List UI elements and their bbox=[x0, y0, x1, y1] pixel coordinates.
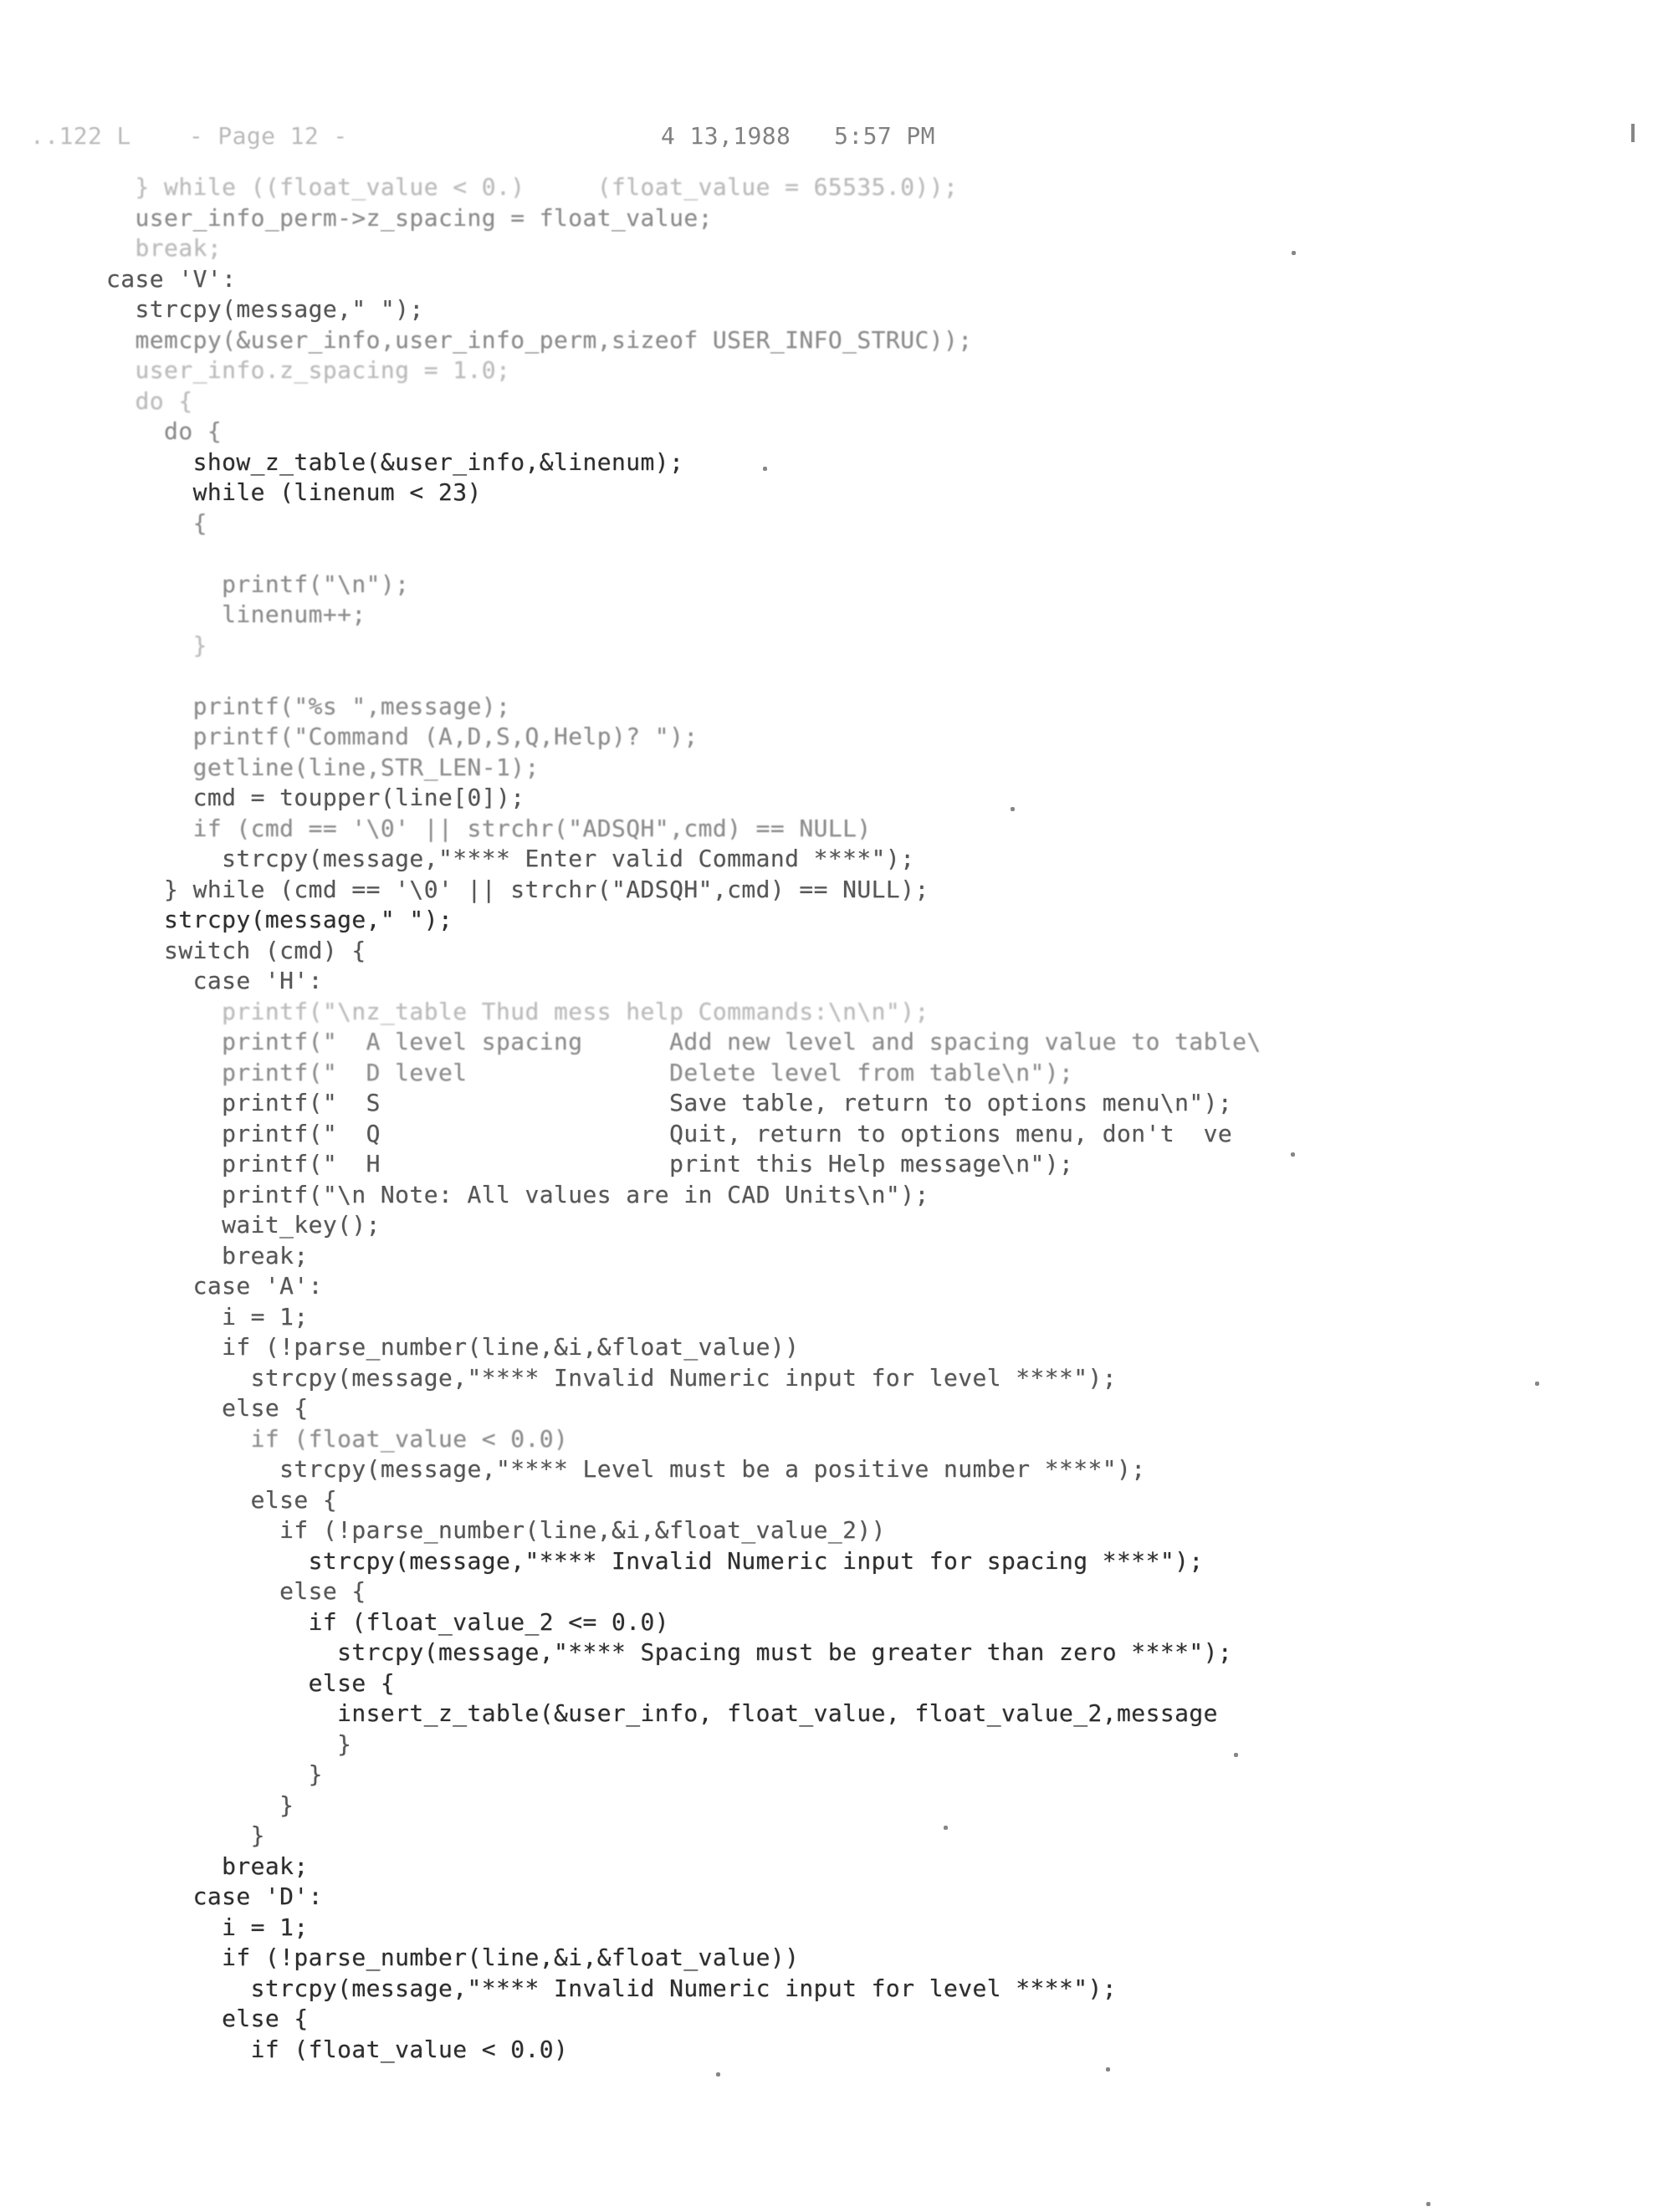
code-line: if (cmd == '\0' || strchr("ADSQH",cmd) == NULL) bbox=[49, 814, 872, 842]
scan-speck bbox=[1631, 124, 1635, 142]
code-line: { bbox=[49, 508, 207, 537]
scan-speck bbox=[1234, 1753, 1238, 1757]
code-line: strcpy(message,"**** Invalid Numeric input for spacing ****"); bbox=[49, 1546, 1204, 1575]
code-line: else { bbox=[49, 1668, 396, 1697]
header-file-and-page: ..122 L - Page 12 - bbox=[30, 122, 348, 150]
code-line: show_z_table(&user_info,&linenum); bbox=[49, 447, 684, 476]
code-line: user_info.z_spacing = 1.0; bbox=[49, 356, 511, 384]
code-line: if (!parse_number(line,&i,&float_value)) bbox=[49, 1333, 800, 1361]
code-line: i = 1; bbox=[49, 1913, 309, 1941]
scan-speck bbox=[1535, 1382, 1539, 1386]
code-line: switch (cmd) { bbox=[49, 936, 366, 964]
scan-speck bbox=[1011, 807, 1015, 811]
code-line: memcpy(&user_info,user_info_perm,sizeof USER_INFO_STRUC)); bbox=[49, 325, 973, 354]
code-line: strcpy(message,"**** Level must be a positive number ****"); bbox=[49, 1455, 1146, 1483]
code-line: if (!parse_number(line,&i,&float_value)) bbox=[49, 1944, 800, 1971]
code-line: } bbox=[49, 1821, 265, 1849]
code-line: break; bbox=[49, 1852, 309, 1880]
code-line: user_info_perm->z_spacing = float_value; bbox=[49, 203, 713, 232]
code-listing bbox=[49, 172, 1261, 2065]
code-line: else { bbox=[49, 1577, 366, 1605]
code-line: break; bbox=[49, 1241, 309, 1269]
code-line: } bbox=[49, 1760, 323, 1788]
code-line: } bbox=[49, 1791, 294, 1819]
code-line: do { bbox=[49, 386, 193, 415]
code-line: do { bbox=[49, 417, 223, 445]
code-line: printf(" Q Quit, return to options menu, don't ve bbox=[49, 1119, 1233, 1147]
code-line: while (linenum < 23) bbox=[49, 478, 482, 506]
code-line: strcpy(message," "); bbox=[49, 295, 424, 323]
code-line: strcpy(message,"**** Enter valid Command ****"); bbox=[49, 845, 915, 872]
code-line: insert_z_table(&user_info, float_value, float_value_2,message bbox=[49, 1699, 1218, 1727]
code-line: case 'V': bbox=[49, 264, 237, 293]
code-line: printf(" H print this Help message\n"); bbox=[49, 1150, 1074, 1178]
code-line: cmd = toupper(line[0]); bbox=[49, 784, 525, 811]
code-line bbox=[49, 661, 1261, 692]
code-line: wait_key(); bbox=[49, 1211, 381, 1239]
page-header bbox=[0, 122, 1658, 156]
code-line: printf("Command (A,D,S,Q,Help)? "); bbox=[49, 723, 699, 750]
code-line: if (float_value_2 <= 0.0) bbox=[49, 1607, 670, 1636]
scan-speck bbox=[716, 2072, 720, 2077]
code-line: break; bbox=[49, 234, 223, 262]
code-line: } while (cmd == '\0' || strchr("ADSQH",cmd) == NULL); bbox=[49, 875, 929, 903]
scan-speck bbox=[763, 467, 767, 471]
code-line: } bbox=[49, 631, 207, 659]
code-line bbox=[49, 539, 1261, 570]
scan-speck bbox=[1106, 2067, 1110, 2072]
code-line: printf(" S Save table, return to options menu\n"); bbox=[49, 1089, 1233, 1116]
code-line: else { bbox=[49, 1485, 338, 1514]
code-line: printf("\n Note: All values are in CAD Units\n"); bbox=[49, 1180, 929, 1208]
code-line: case 'D': bbox=[49, 1882, 323, 1910]
scan-speck bbox=[944, 1826, 948, 1830]
code-line: if (!parse_number(line,&i,&float_value_2)) bbox=[49, 1516, 886, 1544]
code-line: case 'A': bbox=[49, 1272, 323, 1300]
code-line: strcpy(message,"**** Spacing must be greater than zero ****"); bbox=[49, 1638, 1233, 1666]
code-line: if (float_value < 0.0) bbox=[49, 1424, 569, 1453]
code-line: getline(line,STR_LEN-1); bbox=[49, 753, 540, 781]
scan-speck bbox=[1426, 2202, 1430, 2206]
code-line: strcpy(message,"**** Invalid Numeric input for level ****"); bbox=[49, 1974, 1118, 2002]
code-line: printf("%s ",message); bbox=[49, 692, 511, 720]
code-line: else { bbox=[49, 1394, 309, 1422]
code-line: printf("\nz_table Thud mess help Commands:\n\n"); bbox=[49, 997, 929, 1025]
code-line: else { bbox=[49, 2005, 309, 2032]
scan-speck bbox=[1291, 1152, 1295, 1157]
code-line: } while ((float_value < 0.) (float_value = 65535.0)); bbox=[49, 173, 959, 201]
scan-speck bbox=[1292, 251, 1296, 255]
code-line: } bbox=[49, 1729, 352, 1758]
code-line: strcpy(message,"**** Invalid Numeric input for level ****"); bbox=[49, 1363, 1118, 1392]
code-line: linenum++; bbox=[49, 600, 366, 628]
code-line: i = 1; bbox=[49, 1302, 309, 1331]
code-line: case 'H': bbox=[49, 967, 323, 994]
header-datetime: 4 13,1988 5:57 PM bbox=[661, 122, 935, 150]
code-line: printf(" A level spacing Add new level and spacing value to table\ bbox=[49, 1028, 1261, 1055]
code-line: printf(" D level Delete level from table\n"); bbox=[49, 1058, 1074, 1086]
code-line: printf("\n"); bbox=[49, 570, 410, 598]
code-line: strcpy(message," "); bbox=[49, 906, 453, 933]
code-line: if (float_value < 0.0) bbox=[49, 2035, 569, 2063]
